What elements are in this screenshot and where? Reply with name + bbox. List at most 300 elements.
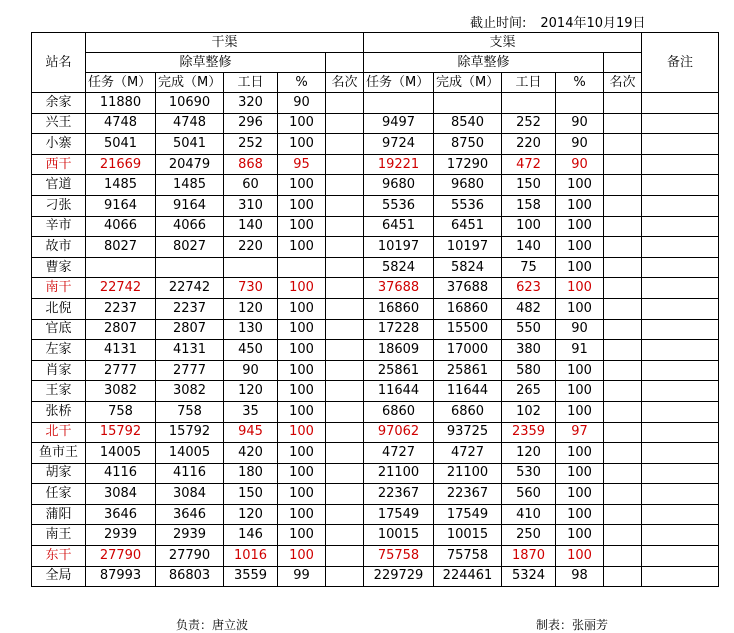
branch-done-cell: 4727	[434, 443, 502, 464]
table-row	[32, 319, 719, 340]
main-workdays-cell: 180	[224, 463, 278, 484]
main-rank-cell	[326, 175, 364, 196]
remark-cell	[642, 504, 719, 525]
remark-cell	[642, 443, 719, 464]
main-done-cell: 4116	[156, 463, 224, 484]
branch-rank-cell	[604, 504, 642, 525]
remark-cell	[642, 422, 719, 443]
main-done-cell: 3646	[156, 504, 224, 525]
main-rank-cell	[326, 278, 364, 299]
header-row-groups	[32, 33, 719, 53]
table-row	[32, 546, 719, 567]
table-row	[32, 216, 719, 237]
main-task-cell: 3084	[86, 484, 156, 505]
station-name: 肖家	[32, 360, 86, 381]
branch-done-cell: 93725	[434, 422, 502, 443]
branch-done-cell: 5824	[434, 257, 502, 278]
main-workdays-cell: 35	[224, 401, 278, 422]
branch-done-cell: 16860	[434, 298, 502, 319]
branch-percent-header: %	[556, 73, 604, 93]
header-row-columns	[32, 73, 719, 93]
main-done-header: 完成（M）	[156, 73, 224, 93]
branch-task-cell: 25861	[364, 360, 434, 381]
branch-rank-cell	[604, 443, 642, 464]
main-rank-cell	[326, 360, 364, 381]
main-rank-header: 名次	[326, 73, 364, 93]
branch-percent-cell: 100	[556, 237, 604, 258]
remark-cell	[642, 360, 719, 381]
branch-workdays-cell: 580	[502, 360, 556, 381]
branch-done-cell: 75758	[434, 546, 502, 567]
table-row	[32, 401, 719, 422]
branch-done-cell: 8540	[434, 113, 502, 134]
station-name: 鱼市王	[32, 443, 86, 464]
branch-task-cell: 11644	[364, 381, 434, 402]
branch-task-cell	[364, 93, 434, 114]
main-done-cell: 1485	[156, 175, 224, 196]
main-rank-cell	[326, 340, 364, 361]
branch-percent-cell: 90	[556, 113, 604, 134]
branch-worktype-blank	[604, 53, 642, 73]
table-row	[32, 278, 719, 299]
branch-workdays-cell: 265	[502, 381, 556, 402]
branch-workdays-cell: 2359	[502, 422, 556, 443]
main-workdays-cell: 1016	[224, 546, 278, 567]
main-task-cell: 14005	[86, 443, 156, 464]
branch-task-cell: 97062	[364, 422, 434, 443]
main-rank-cell	[326, 113, 364, 134]
branch-done-cell: 15500	[434, 319, 502, 340]
branch-rank-cell	[604, 401, 642, 422]
main-task-cell: 9164	[86, 195, 156, 216]
branch-done-cell: 25861	[434, 360, 502, 381]
main-worktype-header: 除草整修	[86, 53, 326, 73]
branch-task-cell: 6860	[364, 401, 434, 422]
main-done-cell	[156, 257, 224, 278]
table-row	[32, 422, 719, 443]
main-workdays-cell: 320	[224, 93, 278, 114]
remark-cell	[642, 216, 719, 237]
main-task-cell: 87993	[86, 566, 156, 587]
table-row	[32, 237, 719, 258]
branch-workdays-cell: 150	[502, 175, 556, 196]
branch-workdays-cell	[502, 93, 556, 114]
remark-cell	[642, 401, 719, 422]
main-done-cell: 3084	[156, 484, 224, 505]
station-name: 官道	[32, 175, 86, 196]
table-row	[32, 463, 719, 484]
branch-task-cell: 16860	[364, 298, 434, 319]
station-name: 蒲阳	[32, 504, 86, 525]
main-percent-cell: 100	[278, 298, 326, 319]
branch-canal-header: 支渠	[364, 33, 642, 53]
main-task-cell: 758	[86, 401, 156, 422]
branch-percent-cell: 100	[556, 546, 604, 567]
main-percent-cell: 100	[278, 525, 326, 546]
branch-rank-cell	[604, 525, 642, 546]
main-done-cell: 4748	[156, 113, 224, 134]
main-task-cell: 2807	[86, 319, 156, 340]
remark-cell	[642, 195, 719, 216]
branch-workdays-cell: 472	[502, 154, 556, 175]
branch-percent-cell: 91	[556, 340, 604, 361]
branch-rank-cell	[604, 546, 642, 567]
main-workdays-cell: 220	[224, 237, 278, 258]
main-rank-cell	[326, 443, 364, 464]
table-row	[32, 381, 719, 402]
main-rank-cell	[326, 504, 364, 525]
table-row	[32, 360, 719, 381]
branch-workdays-cell: 482	[502, 298, 556, 319]
main-workdays-cell: 120	[224, 298, 278, 319]
station-name: 西干	[32, 154, 86, 175]
cutoff-value: 2014年10月19日	[540, 16, 646, 31]
branch-done-cell: 6451	[434, 216, 502, 237]
remark-cell	[642, 566, 719, 587]
main-task-cell: 4131	[86, 340, 156, 361]
branch-workdays-header: 工日	[502, 73, 556, 93]
main-percent-cell: 100	[278, 216, 326, 237]
branch-percent-cell: 97	[556, 422, 604, 443]
branch-workdays-cell: 623	[502, 278, 556, 299]
branch-task-cell: 5536	[364, 195, 434, 216]
main-workdays-cell: 90	[224, 360, 278, 381]
main-rank-cell	[326, 93, 364, 114]
main-percent-cell: 100	[278, 443, 326, 464]
branch-task-cell: 37688	[364, 278, 434, 299]
branch-percent-cell: 98	[556, 566, 604, 587]
branch-task-cell: 22367	[364, 484, 434, 505]
branch-task-cell: 9497	[364, 113, 434, 134]
main-done-cell: 2777	[156, 360, 224, 381]
main-percent-cell: 90	[278, 93, 326, 114]
station-name: 左家	[32, 340, 86, 361]
remark-cell	[642, 175, 719, 196]
branch-done-cell: 17290	[434, 154, 502, 175]
main-workdays-cell: 420	[224, 443, 278, 464]
main-workdays-cell: 146	[224, 525, 278, 546]
main-workdays-cell: 60	[224, 175, 278, 196]
main-task-cell: 15792	[86, 422, 156, 443]
branch-done-cell: 9680	[434, 175, 502, 196]
branch-task-cell: 5824	[364, 257, 434, 278]
main-rank-cell	[326, 216, 364, 237]
station-header: 站名	[32, 33, 86, 93]
branch-percent-cell: 100	[556, 401, 604, 422]
branch-percent-cell: 90	[556, 134, 604, 155]
branch-rank-cell	[604, 422, 642, 443]
main-rank-cell	[326, 401, 364, 422]
main-rank-cell	[326, 463, 364, 484]
remark-cell	[642, 546, 719, 567]
branch-workdays-cell: 158	[502, 195, 556, 216]
main-task-header: 任务（M）	[86, 73, 156, 93]
station-name: 全局	[32, 566, 86, 587]
branch-rank-cell	[604, 278, 642, 299]
main-task-cell: 22742	[86, 278, 156, 299]
branch-task-cell: 6451	[364, 216, 434, 237]
remark-cell	[642, 113, 719, 134]
branch-done-cell	[434, 93, 502, 114]
remark-header: 备注	[642, 33, 719, 93]
remark-cell	[642, 463, 719, 484]
station-name: 南干	[32, 278, 86, 299]
main-task-cell: 2237	[86, 298, 156, 319]
branch-rank-cell	[604, 463, 642, 484]
branch-percent-cell: 90	[556, 154, 604, 175]
main-workdays-cell: 130	[224, 319, 278, 340]
main-percent-cell: 100	[278, 134, 326, 155]
table-row	[32, 134, 719, 155]
main-rank-cell	[326, 546, 364, 567]
main-workdays-cell: 252	[224, 134, 278, 155]
table-row	[32, 257, 719, 278]
branch-done-cell: 37688	[434, 278, 502, 299]
main-percent-header: %	[278, 73, 326, 93]
branch-done-cell: 21100	[434, 463, 502, 484]
main-rank-cell	[326, 484, 364, 505]
branch-task-cell: 9680	[364, 175, 434, 196]
branch-done-cell: 11644	[434, 381, 502, 402]
main-percent-cell: 100	[278, 381, 326, 402]
branch-rank-cell	[604, 216, 642, 237]
remark-cell	[642, 134, 719, 155]
main-rank-cell	[326, 566, 364, 587]
remark-cell	[642, 93, 719, 114]
main-task-cell: 27790	[86, 546, 156, 567]
main-done-cell: 27790	[156, 546, 224, 567]
branch-done-cell: 224461	[434, 566, 502, 587]
branch-task-cell: 75758	[364, 546, 434, 567]
branch-percent-cell: 90	[556, 319, 604, 340]
branch-rank-cell	[604, 237, 642, 258]
remark-cell	[642, 484, 719, 505]
branch-task-cell: 17549	[364, 504, 434, 525]
main-percent-cell: 100	[278, 360, 326, 381]
branch-rank-cell	[604, 134, 642, 155]
station-name: 任家	[32, 484, 86, 505]
branch-percent-cell: 100	[556, 257, 604, 278]
branch-percent-cell: 100	[556, 278, 604, 299]
remark-cell	[642, 340, 719, 361]
branch-workdays-cell: 1870	[502, 546, 556, 567]
branch-percent-cell: 100	[556, 175, 604, 196]
main-percent-cell: 100	[278, 546, 326, 567]
main-percent-cell: 100	[278, 195, 326, 216]
branch-percent-cell: 100	[556, 525, 604, 546]
station-name: 曹家	[32, 257, 86, 278]
table-row	[32, 566, 719, 587]
branch-rank-cell	[604, 340, 642, 361]
main-rank-cell	[326, 237, 364, 258]
main-done-cell: 15792	[156, 422, 224, 443]
main-percent-cell: 100	[278, 422, 326, 443]
main-task-cell: 3646	[86, 504, 156, 525]
branch-rank-cell	[604, 360, 642, 381]
main-percent-cell: 100	[278, 340, 326, 361]
main-task-cell: 5041	[86, 134, 156, 155]
table-row	[32, 504, 719, 525]
main-workdays-cell: 868	[224, 154, 278, 175]
table-row	[32, 113, 719, 134]
main-workdays-cell: 730	[224, 278, 278, 299]
station-name: 南王	[32, 525, 86, 546]
station-name: 胡家	[32, 463, 86, 484]
branch-percent-cell	[556, 93, 604, 114]
station-name: 北干	[32, 422, 86, 443]
branch-worktype-header: 除草整修	[364, 53, 604, 73]
main-task-cell: 2939	[86, 525, 156, 546]
main-rank-cell	[326, 381, 364, 402]
station-name: 王家	[32, 381, 86, 402]
table-row	[32, 525, 719, 546]
main-workdays-cell: 450	[224, 340, 278, 361]
main-done-cell: 758	[156, 401, 224, 422]
main-done-cell: 2939	[156, 525, 224, 546]
main-done-cell: 8027	[156, 237, 224, 258]
branch-percent-cell: 100	[556, 216, 604, 237]
table-row	[32, 175, 719, 196]
branch-percent-cell: 100	[556, 463, 604, 484]
main-done-cell: 2807	[156, 319, 224, 340]
responsible-person: 负责：唐立波	[176, 618, 249, 632]
station-name: 官底	[32, 319, 86, 340]
branch-done-cell: 6860	[434, 401, 502, 422]
main-done-cell: 9164	[156, 195, 224, 216]
table-preparer: 制表：张丽芳	[536, 618, 609, 632]
main-rank-cell	[326, 257, 364, 278]
branch-task-cell: 229729	[364, 566, 434, 587]
main-percent-cell: 100	[278, 504, 326, 525]
branch-percent-cell: 100	[556, 298, 604, 319]
main-workdays-cell: 120	[224, 504, 278, 525]
main-workdays-cell: 3559	[224, 566, 278, 587]
main-done-cell: 2237	[156, 298, 224, 319]
main-percent-cell: 95	[278, 154, 326, 175]
station-name: 余家	[32, 93, 86, 114]
main-task-cell: 3082	[86, 381, 156, 402]
branch-done-cell: 17549	[434, 504, 502, 525]
branch-workdays-cell: 530	[502, 463, 556, 484]
main-done-cell: 22742	[156, 278, 224, 299]
branch-percent-cell: 100	[556, 443, 604, 464]
remark-cell	[642, 154, 719, 175]
branch-workdays-cell: 140	[502, 237, 556, 258]
table-row	[32, 154, 719, 175]
branch-task-cell: 21100	[364, 463, 434, 484]
remark-cell	[642, 298, 719, 319]
main-percent-cell: 100	[278, 237, 326, 258]
main-rank-cell	[326, 525, 364, 546]
main-workdays-cell: 140	[224, 216, 278, 237]
main-rank-cell	[326, 134, 364, 155]
table-row	[32, 93, 719, 114]
main-percent-cell: 100	[278, 484, 326, 505]
branch-rank-cell	[604, 93, 642, 114]
branch-done-cell: 17000	[434, 340, 502, 361]
remark-cell	[642, 381, 719, 402]
branch-rank-cell	[604, 319, 642, 340]
branch-percent-cell: 100	[556, 504, 604, 525]
branch-task-cell: 18609	[364, 340, 434, 361]
branch-rank-header: 名次	[604, 73, 642, 93]
main-percent-cell: 100	[278, 463, 326, 484]
main-task-cell: 1485	[86, 175, 156, 196]
branch-rank-cell	[604, 257, 642, 278]
branch-done-cell: 8750	[434, 134, 502, 155]
main-percent-cell: 100	[278, 113, 326, 134]
main-percent-cell: 100	[278, 319, 326, 340]
branch-workdays-cell: 252	[502, 113, 556, 134]
station-name: 兴王	[32, 113, 86, 134]
branch-workdays-cell: 100	[502, 216, 556, 237]
branch-rank-cell	[604, 154, 642, 175]
branch-task-cell: 17228	[364, 319, 434, 340]
main-done-cell: 10690	[156, 93, 224, 114]
branch-task-cell: 4727	[364, 443, 434, 464]
main-done-cell: 86803	[156, 566, 224, 587]
main-done-cell: 4066	[156, 216, 224, 237]
header-row-worktype	[32, 53, 719, 73]
branch-done-cell: 10015	[434, 525, 502, 546]
branch-workdays-cell: 560	[502, 484, 556, 505]
branch-workdays-cell: 380	[502, 340, 556, 361]
branch-workdays-cell: 250	[502, 525, 556, 546]
main-task-cell	[86, 257, 156, 278]
branch-percent-cell: 100	[556, 381, 604, 402]
station-name: 小寨	[32, 134, 86, 155]
remark-cell	[642, 525, 719, 546]
branch-rank-cell	[604, 113, 642, 134]
main-done-cell: 3082	[156, 381, 224, 402]
remark-cell	[642, 278, 719, 299]
branch-done-cell: 10197	[434, 237, 502, 258]
main-done-cell: 4131	[156, 340, 224, 361]
branch-workdays-cell: 410	[502, 504, 556, 525]
branch-rank-cell	[604, 298, 642, 319]
main-workdays-header: 工日	[224, 73, 278, 93]
branch-percent-cell: 100	[556, 195, 604, 216]
branch-task-cell: 10015	[364, 525, 434, 546]
table-row	[32, 443, 719, 464]
main-workdays-cell: 296	[224, 113, 278, 134]
main-percent-cell: 99	[278, 566, 326, 587]
branch-task-header: 任务（M）	[364, 73, 434, 93]
station-name: 刁张	[32, 195, 86, 216]
remark-cell	[642, 319, 719, 340]
main-rank-cell	[326, 319, 364, 340]
main-workdays-cell: 150	[224, 484, 278, 505]
main-percent-cell	[278, 257, 326, 278]
branch-rank-cell	[604, 195, 642, 216]
branch-workdays-cell: 102	[502, 401, 556, 422]
branch-rank-cell	[604, 566, 642, 587]
station-name: 张桥	[32, 401, 86, 422]
branch-workdays-cell: 120	[502, 443, 556, 464]
main-done-cell: 20479	[156, 154, 224, 175]
station-name: 辛市	[32, 216, 86, 237]
table-row	[32, 340, 719, 361]
main-task-cell: 8027	[86, 237, 156, 258]
main-percent-cell: 100	[278, 175, 326, 196]
main-task-cell: 11880	[86, 93, 156, 114]
branch-percent-cell: 100	[556, 484, 604, 505]
main-percent-cell: 100	[278, 401, 326, 422]
branch-workdays-cell: 550	[502, 319, 556, 340]
main-task-cell: 4748	[86, 113, 156, 134]
main-task-cell: 2777	[86, 360, 156, 381]
main-rank-cell	[326, 195, 364, 216]
